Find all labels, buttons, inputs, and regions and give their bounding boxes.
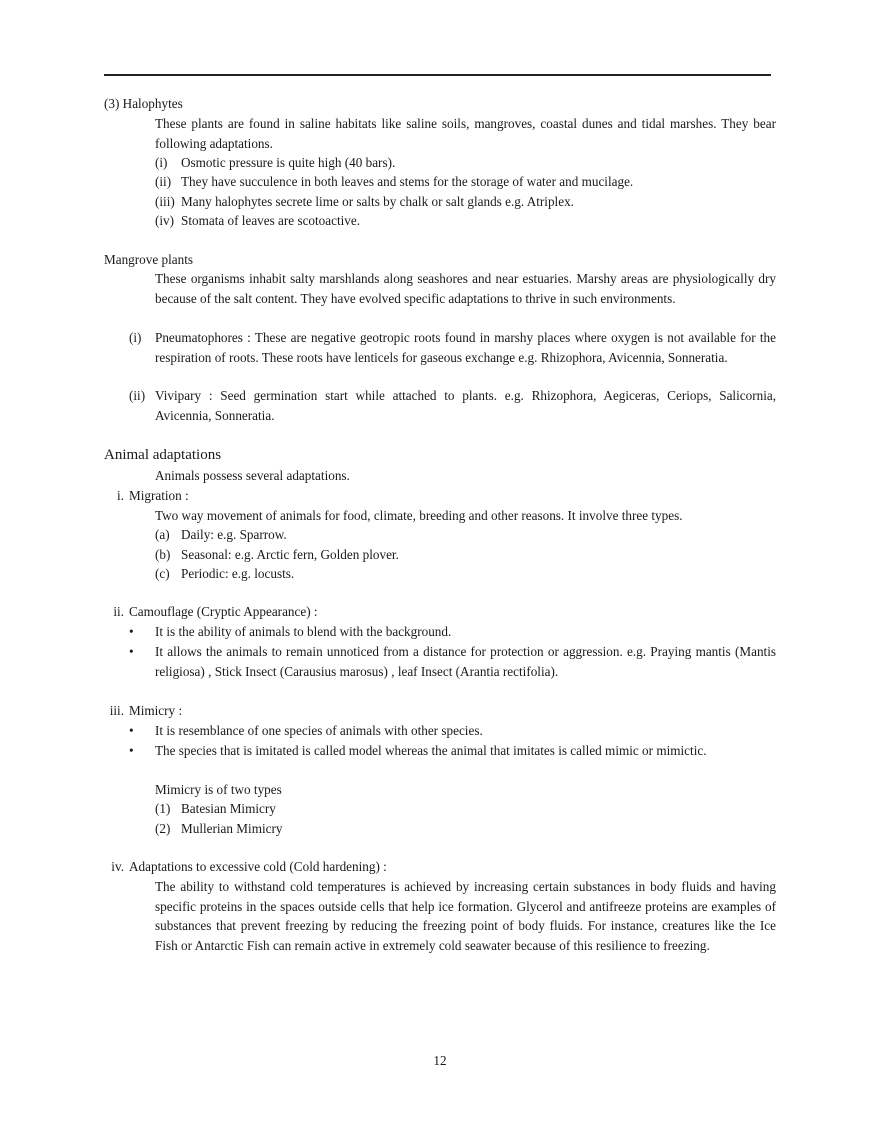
list-item: (2) Mullerian Mimicry: [155, 821, 283, 836]
header-rule: [104, 74, 771, 76]
mangrove-intro: These organisms inhabit salty marshlands along seashores and near estuaries. Marshy areas are physiologically dry because of the salt content. They have evolved specific adaptations to thrive in such environments.: [155, 271, 776, 306]
bullet-item: • It allows the animals to remain unnoticed from a distance for protection or aggression. e.g. Praying mantis (Mantis religiosa) , Stick Insect (Carausius marosus) , leaf Insect (Arantia rectifolia).: [129, 644, 776, 679]
animal-intro: Animals possess several adaptations.: [155, 468, 350, 483]
list-item: (ii) They have succulence in both leaves and stems for the storage of water and mucilage.: [155, 174, 634, 189]
mimicry-types-intro: Mimicry is of two types: [155, 782, 282, 797]
list-item: (a) Daily: e.g. Sparrow.: [155, 527, 287, 542]
halophytes-heading: (3) Halophytes: [104, 96, 183, 111]
list-item: (iii) Many halophytes secrete lime or salts by chalk or salt glands e.g. Atriplex.: [155, 194, 574, 209]
migration-text: Two way movement of animals for food, climate, breeding and other reasons. It involve three types.: [155, 508, 683, 523]
cold-text: The ability to withstand cold temperatures is achieved by increasing certain substances in body fluids and having specific proteins in the spaces outside cells that help ice formation. Glycerol and antifreeze proteins are examples of substances that prevent freezing by reducing the freezing point of body fluids. For instance, creatures like the Ice Fish or Antarctic Fish can remain active in extremely cold seawater because of this resilience to freezing.: [155, 879, 776, 953]
mangrove-heading: Mangrove plants: [104, 252, 193, 267]
bullet-icon: •: [129, 644, 134, 659]
bullet-icon: •: [129, 723, 134, 738]
list-item: (ii) Vivipary : Seed germination start while attached to plants. e.g. Rhizophora, Aegiceras, Ceriops, Salicornia, Avicennia, Sonneratia.: [129, 388, 777, 423]
halophytes-intro: These plants are found in saline habitats like saline soils, mangroves, coastal dunes and tidal marshes. They bear following adaptations.: [155, 116, 776, 151]
bullet-icon: •: [129, 624, 134, 639]
list-item: (1) Batesian Mimicry: [155, 801, 276, 816]
list-item: (c) Periodic: e.g. locusts.: [155, 566, 295, 581]
bullet-item: • It is resemblance of one species of animals with other species.: [129, 721, 776, 741]
page-number: 12: [433, 1053, 447, 1068]
bullet-item: • The species that is imitated is called model whereas the animal that imitates is called mimic or mimictic.: [129, 741, 776, 761]
animal-heading: Animal adaptations: [104, 447, 222, 463]
list-item: (iv) Stomata of leaves are scotoactive.: [155, 213, 361, 228]
list-item: (i) Pneumatophores : These are negative geotropic roots found in marshy places where oxygen is not available for the respiration of roots. These roots have lenticels for gaseous exchange e.g. Rhizophora, Avicennia, Sonneratia.: [129, 330, 776, 365]
list-item: (b) Seasonal: e.g. Arctic fern, Golden plover.: [155, 547, 399, 562]
list-item: (i) Osmotic pressure is quite high (40 bars).: [155, 155, 396, 170]
bullet-item: • It is the ability of animals to blend with the background.: [129, 622, 776, 642]
bullet-icon: •: [129, 743, 134, 758]
